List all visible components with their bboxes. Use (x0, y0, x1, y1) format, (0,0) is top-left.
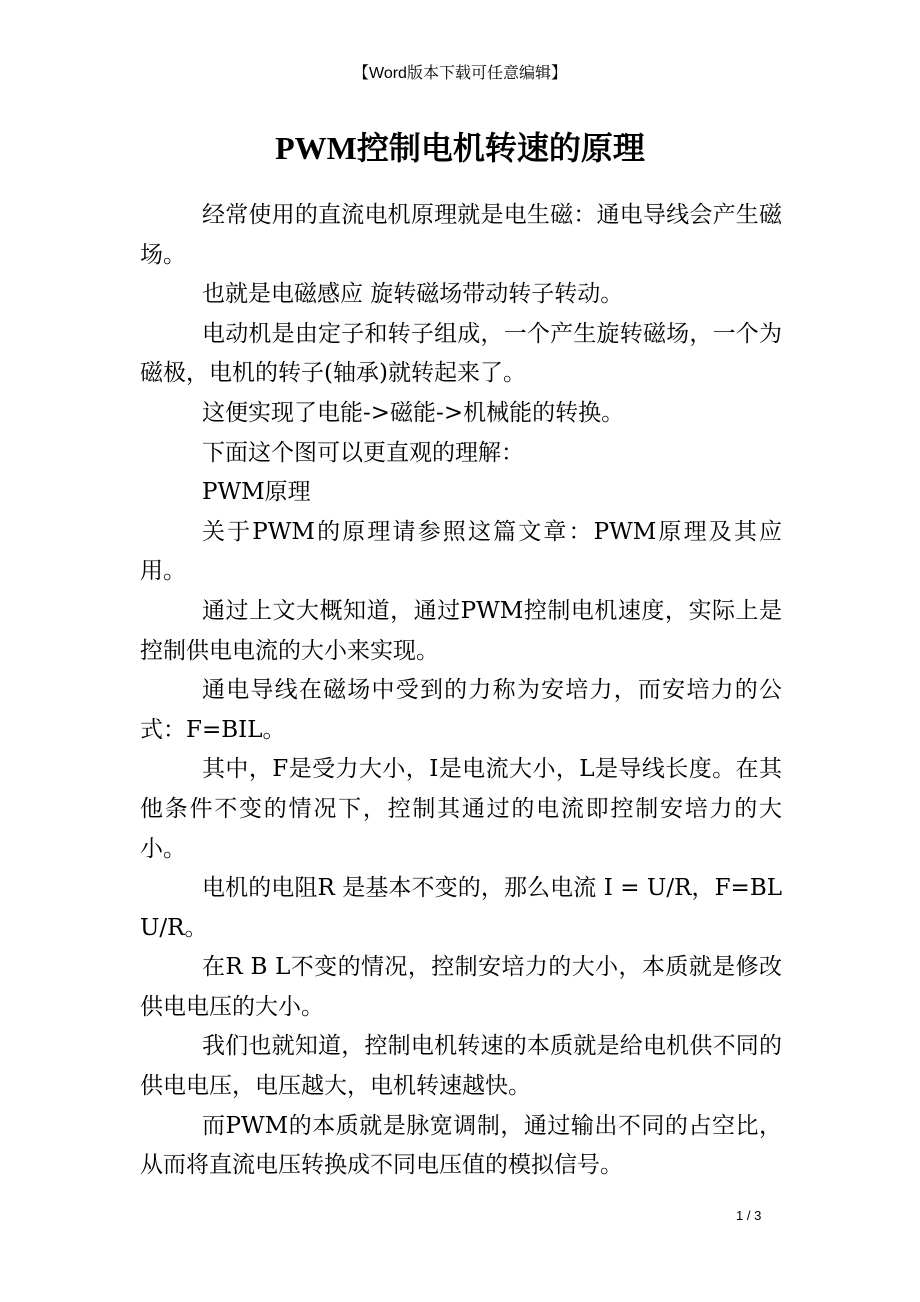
paragraph: 电动机是由定子和转子组成，一个产生旋转磁场，一个为磁极，电机的转子(轴承)就转起来了。 (140, 320, 782, 387)
paragraph: 这便实现了电能->磁能->机械能的转换。 (202, 399, 625, 426)
paragraph: 其中，F是受力大小，I是电流大小，L是导线长度。在其他条件不变的情况下，控制其通过的电流即控制安培力的大小。 (140, 756, 782, 862)
paragraph: 下面这个图可以更直观的理解： (202, 439, 524, 466)
paragraph: 通过上文大概知道，通过PWM控制电机速度，实际上是控制供电电流的大小来实现。 (140, 597, 782, 664)
paragraph: 而PWM的本质就是脉宽调制，通过输出不同的占空比，从而将直流电压转换成不同电压值的模拟信号。 (140, 1112, 782, 1179)
paragraph: 经常使用的直流电机原理就是电生磁：通电导线会产生磁场。 (140, 202, 782, 268)
page-number: 1 / 3 (736, 1208, 762, 1223)
download-note-header: 【Word版本下载可任意编辑】 (353, 65, 567, 82)
paragraph: 也就是电磁感应 旋转磁场带动转子转动。 (202, 281, 624, 308)
paragraph: 在R B L不变的情况，控制安培力的大小，本质就是修改供电电压的大小。 (140, 954, 782, 1020)
paragraph: 我们也就知道，控制电机转速的本质就是给电机供不同的供电电压，电压越大，电机转速越快。 (140, 1033, 782, 1100)
paragraph: 关于PWM的原理请参照这篇文章：PWM原理及其应用。 (140, 518, 782, 585)
paragraph: 通电导线在磁场中受到的力称为安培力，而安培力的公式：F=BIL。 (140, 677, 782, 743)
document-title: PWM控制电机转速的原理 (275, 130, 645, 166)
paragraph: 电机的电阻R 是基本不变的，那么电流 I = U/R，F=BLU/R。 (140, 875, 782, 941)
document-body (140, 196, 782, 1186)
paragraph: PWM原理 (202, 479, 311, 506)
